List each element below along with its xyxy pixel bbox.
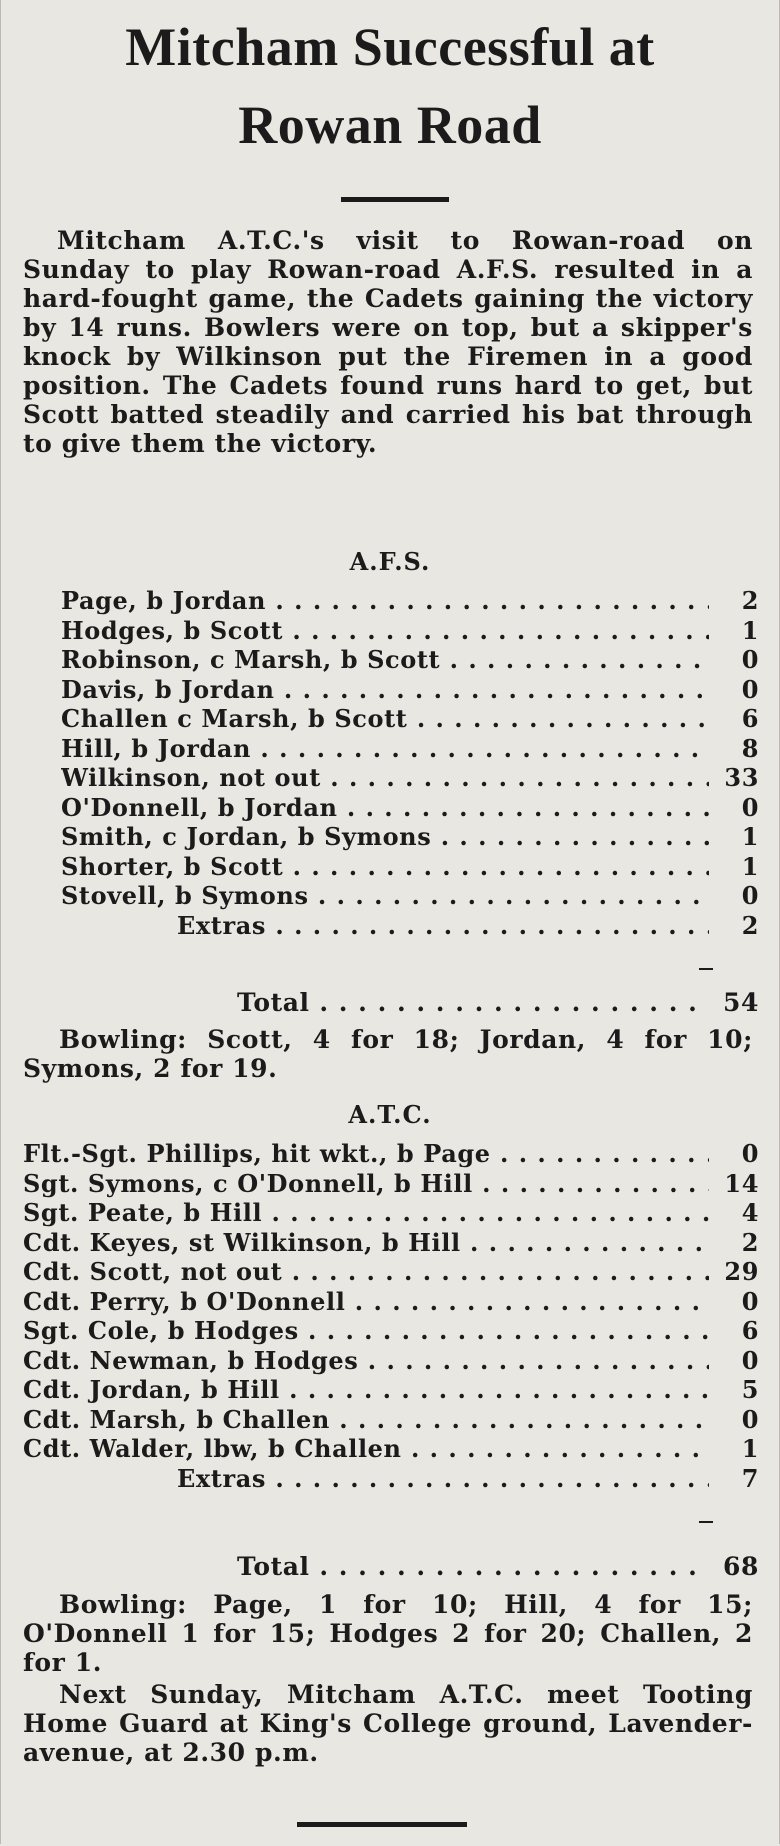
- batsman-name: Smith, c Jordan, b Symons . . .: [61, 822, 709, 851]
- batsman-name: Wilkinson, not out . . .: [61, 763, 709, 792]
- batsman-name: Hill, b Jordan . . .: [61, 734, 709, 763]
- batting-row: [1, 645, 779, 675]
- batsman-name: Sgt. Cole, b Hodges . . .: [23, 1316, 709, 1345]
- batsman-name: Shorter, b Scott . . .: [61, 852, 709, 881]
- batsman-name: Hodges, b Scott . . .: [61, 616, 709, 645]
- batsman-runs: 33: [724, 763, 759, 792]
- batting-row: [1, 1287, 779, 1317]
- batsman-name: Flt.-Sgt. Phillips, hit wkt., b Page . . .: [23, 1139, 709, 1168]
- batsman-runs: 0: [741, 1139, 759, 1168]
- batting-row: [1, 822, 779, 852]
- batsman-name: Cdt. Perry, b O'Donnell . . .: [23, 1287, 709, 1316]
- batting-row: [1, 704, 779, 734]
- batsman-name: Cdt. Scott, not out . . .: [23, 1257, 709, 1286]
- batsman-runs: 4: [741, 1198, 759, 1227]
- batsman-runs: 0: [741, 645, 759, 674]
- extras-label: Extras . . .: [177, 911, 709, 940]
- batsman-name: Page, b Jordan . . .: [61, 586, 709, 615]
- batsman-name: Cdt. Walder, lbw, b Challen . . .: [23, 1434, 709, 1463]
- total-label: Total . . .: [237, 988, 709, 1017]
- batting-row: [1, 734, 779, 764]
- afs-heading: A.F.S.: [349, 547, 431, 576]
- batting-row: [1, 1375, 779, 1405]
- batsman-runs: 2: [741, 586, 759, 615]
- batting-row: [1, 616, 779, 646]
- batsman-runs: 5: [741, 1375, 759, 1404]
- atc-bowling-figures: Bowling: Page, 1 for 10; Hill, 4 for 15; O'Donnell 1 for 15; Hodges 2 for 20; Challen, 2 for 1.: [23, 1590, 753, 1677]
- batting-row: [1, 1228, 779, 1258]
- afs-batting-list: [1, 586, 779, 940]
- batsman-name: Cdt. Keyes, st Wilkinson, b Hill . . .: [23, 1228, 709, 1257]
- batting-row: [1, 852, 779, 882]
- batsman-name: Cdt. Jordan, b Hill . . .: [23, 1375, 709, 1404]
- total-runs: 54: [723, 988, 759, 1017]
- batsman-runs: 0: [741, 1404, 759, 1434]
- headline-line-1: Mitcham Successful at: [125, 17, 655, 77]
- batsman-name: Challen c Marsh, b Scott . . .: [61, 704, 709, 733]
- extras-row: [1, 911, 779, 941]
- batsman-runs: 29: [724, 1257, 759, 1286]
- batsman-runs: 1: [741, 615, 759, 645]
- batting-row: [1, 881, 779, 911]
- closing-paragraph: Next Sunday, Mitcham A.T.C. meet Tooting Home Guard at King's College ground, Lavender-avenue, at 2.30 p.m.: [23, 1680, 753, 1767]
- batting-row: [1, 1139, 779, 1169]
- intro-paragraph: Mitcham A.T.C.'s visit to Rowan-road on Sunday to play Rowan-road A.F.S. resulted in a hard-fought game, the Cadets gaining the victory by 14 runs. Bowlers were on top, but a skipper's knock by Wilkinson put the Firemen in a good position. The Cadets found runs hard to get, but Scott batted steadily and carried his bat through to give them the victory.: [23, 226, 753, 458]
- batsman-name: Robinson, c Marsh, b Scott . . .: [61, 645, 709, 674]
- batsman-runs: 1: [741, 822, 759, 851]
- total-runs: 68: [723, 1552, 759, 1581]
- batsman-runs: 0: [741, 881, 759, 910]
- batsman-name: Cdt. Newman, b Hodges . . .: [23, 1346, 709, 1375]
- atc-total-row: [1, 1552, 779, 1582]
- divider-rule-bottom: [297, 1822, 467, 1827]
- extras-runs: 7: [741, 1463, 759, 1493]
- total-underline: [699, 968, 713, 970]
- batting-row: [1, 763, 779, 793]
- batsman-runs: 0: [741, 1345, 759, 1375]
- batsman-runs: 6: [741, 704, 759, 733]
- batting-row: [1, 1405, 779, 1435]
- total-underline: [699, 1521, 713, 1523]
- batsman-name: O'Donnell, b Jordan . . .: [61, 793, 709, 822]
- headline-line-2: Rowan Road: [238, 95, 542, 155]
- batsman-name: Davis, b Jordan . . .: [61, 675, 709, 704]
- batsman-name: Stovell, b Symons . . .: [61, 881, 709, 910]
- afs-bowling-figures: Bowling: Scott, 4 for 18; Jordan, 4 for 10; Symons, 2 for 19.: [23, 1025, 753, 1083]
- batsman-runs: 1: [741, 1434, 759, 1463]
- batting-row: [1, 1346, 779, 1376]
- batting-row: [1, 1169, 779, 1199]
- batting-row: [1, 793, 779, 823]
- batsman-runs: 0: [741, 792, 759, 822]
- atc-heading: A.T.C.: [348, 1100, 432, 1129]
- batsman-runs: 6: [741, 1316, 759, 1345]
- batsman-name: Sgt. Symons, c O'Donnell, b Hill . . .: [23, 1169, 709, 1198]
- batting-row: [1, 1198, 779, 1228]
- batsman-name: Sgt. Peate, b Hill . . .: [23, 1198, 709, 1227]
- batting-row: [1, 1434, 779, 1464]
- batsman-runs: 8: [741, 733, 759, 763]
- batting-row: [1, 1257, 779, 1287]
- batting-row: [1, 1316, 779, 1346]
- batting-row: [1, 675, 779, 705]
- headline: [1, 8, 779, 164]
- batsman-runs: 0: [741, 1286, 759, 1316]
- batsman-runs: 0: [741, 674, 759, 704]
- batsman-runs: 2: [741, 1227, 759, 1257]
- batsman-runs: 1: [741, 851, 759, 881]
- batting-row: [1, 586, 779, 616]
- batsman-name: Cdt. Marsh, b Challen . . .: [23, 1405, 709, 1434]
- afs-total-row: [1, 988, 779, 1018]
- extras-runs: 2: [741, 910, 759, 940]
- extras-row: [1, 1464, 779, 1494]
- extras-label: Extras . . .: [177, 1464, 709, 1493]
- atc-batting-list: [1, 1139, 779, 1493]
- total-label: Total . . .: [237, 1552, 709, 1581]
- batsman-runs: 14: [724, 1168, 759, 1198]
- divider-rule-top: [341, 197, 449, 202]
